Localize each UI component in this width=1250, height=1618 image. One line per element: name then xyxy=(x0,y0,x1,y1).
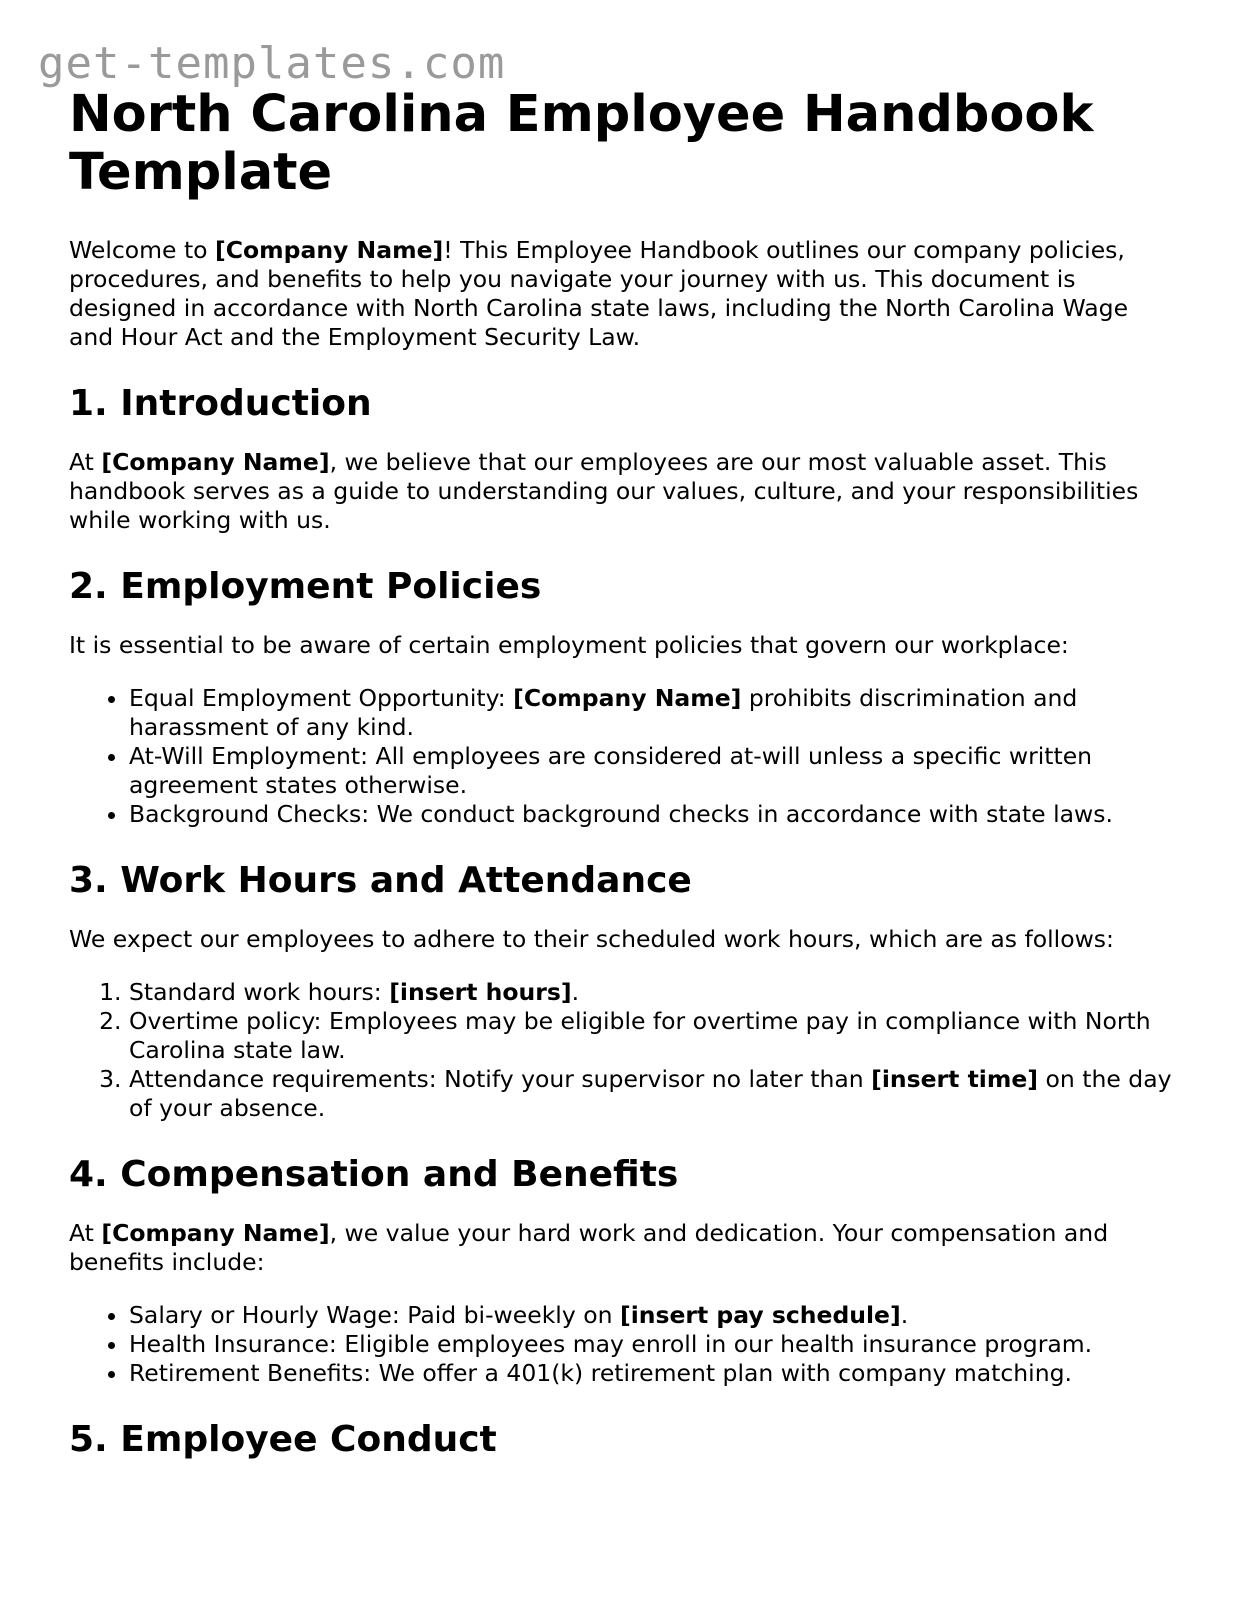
text-fragment: Standard work hours: xyxy=(129,978,390,1006)
list-item: 2. Overtime policy: Employees may be eligible for overtime pay in compliance with North Carolina state law. xyxy=(129,1007,1179,1065)
list-item xyxy=(129,684,1179,742)
introduction-paragraph xyxy=(69,448,1179,535)
compensation-paragraph xyxy=(69,1219,1179,1277)
employment-policies-paragraph: It is essential to be aware of certain employment policies that govern our workplace: xyxy=(69,631,1069,659)
text-fragment: prohibits discrimination and harassment of any kind. xyxy=(129,684,1078,741)
intro-paragraph xyxy=(69,236,1179,352)
list-item: • Background Checks: We conduct background checks in accordance with state laws. xyxy=(129,800,1179,829)
text-fragment: , we believe that our employees are our most valuable asset. This handbook serves as a guide to understanding our values, culture, and your responsibilities while working with us. xyxy=(69,448,1139,534)
list-item xyxy=(129,978,1179,1007)
intro-suffix: ! This Employee Handbook outlines our company policies, procedures, and benefits to help you navigate your journey with us. This document is designed in accordance with North Carolina state laws, including the North Carolina Wage and Hour Act and the Employment Security Law. xyxy=(69,236,1129,351)
section-heading-compensation: 4. Compensation and Benefits xyxy=(69,1154,679,1195)
text-fragment: . xyxy=(900,1301,909,1329)
text-fragment: on the day of your absence. xyxy=(129,1065,1172,1122)
company-name-placeholder: [Company Name] xyxy=(215,236,444,264)
text-fragment: Attendance requirements: Notify your supervisor no later than xyxy=(129,1065,872,1093)
text-fragment: At xyxy=(69,448,102,476)
time-placeholder: [insert time] xyxy=(871,1065,1039,1093)
employment-policies-list xyxy=(69,684,1179,829)
text-fragment: , we value your hard work and dedication. Your compensation and benefits include: xyxy=(69,1219,1109,1276)
intro-prefix: Welcome to xyxy=(69,236,216,264)
work-hours-paragraph: We expect our employees to adhere to their scheduled work hours, which are as follows: xyxy=(69,925,1114,953)
section-heading-employee-conduct: 5. Employee Conduct xyxy=(69,1419,497,1460)
list-item xyxy=(129,1301,1179,1330)
text-fragment: At xyxy=(69,1219,102,1247)
list-item: • Health Insurance: Eligible employees may enroll in our health insurance program. xyxy=(129,1330,1179,1359)
work-hours-list xyxy=(69,978,1179,1123)
list-item: • At-Will Employment: All employees are considered at-will unless a specific written agreement states otherwise. xyxy=(129,742,1179,800)
company-name-placeholder: [Company Name] xyxy=(101,448,330,476)
list-item xyxy=(129,1065,1179,1123)
document-page xyxy=(69,86,1179,1462)
document-title: North Carolina Employee Handbook Template xyxy=(69,85,1094,202)
hours-placeholder: [insert hours] xyxy=(389,978,572,1006)
company-name-placeholder: [Company Name] xyxy=(101,1219,330,1247)
section-heading-work-hours: 3. Work Hours and Attendance xyxy=(69,860,692,901)
text-fragment: . xyxy=(571,978,580,1006)
pay-schedule-placeholder: [insert pay schedule] xyxy=(619,1301,901,1329)
watermark-text: get-templates.com xyxy=(38,38,506,89)
compensation-list xyxy=(69,1301,1179,1388)
section-heading-employment-policies: 2. Employment Policies xyxy=(69,566,542,607)
company-name-placeholder: [Company Name] xyxy=(513,684,742,712)
section-heading-introduction: 1. Introduction xyxy=(69,383,372,424)
text-fragment: Equal Employment Opportunity: xyxy=(129,684,514,712)
text-fragment: Salary or Hourly Wage: Paid bi-weekly on xyxy=(129,1301,620,1329)
list-item: • Retirement Benefits: We offer a 401(k) retirement plan with company matching. xyxy=(129,1359,1179,1388)
